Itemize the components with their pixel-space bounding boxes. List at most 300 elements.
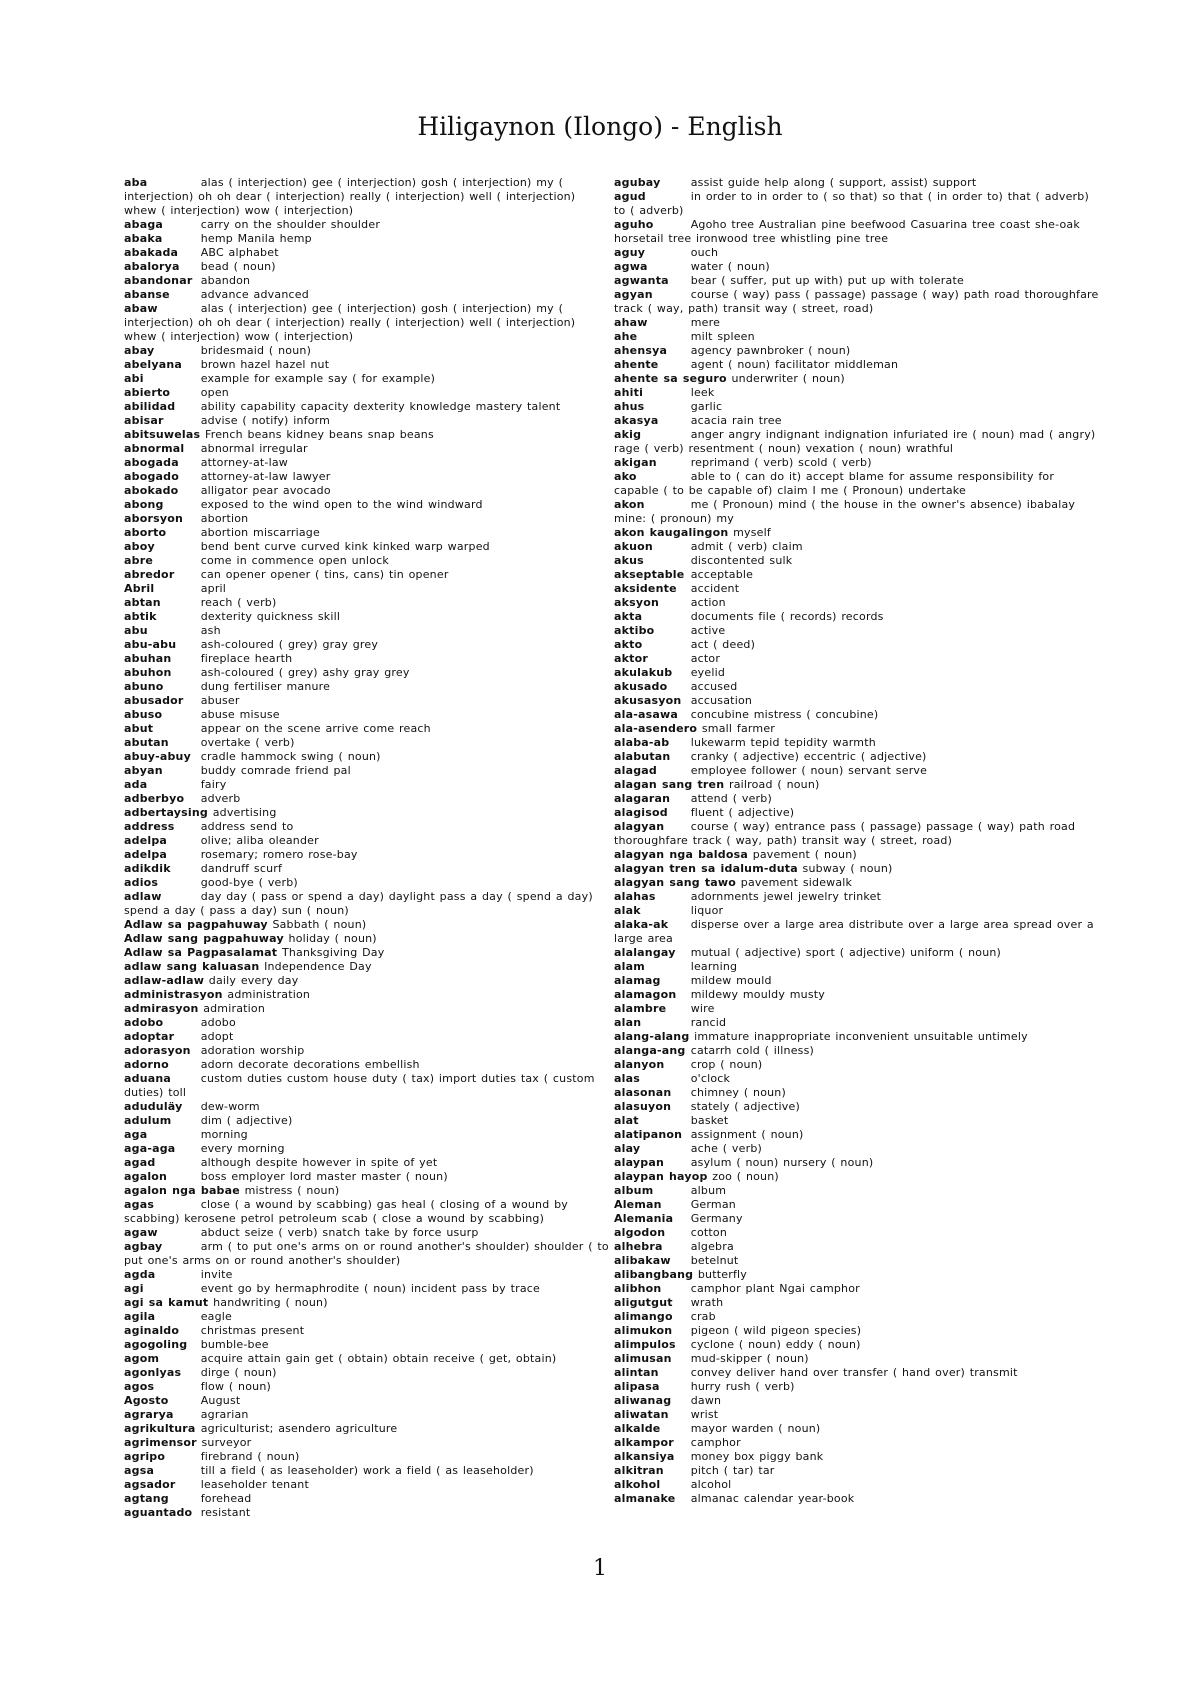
entry-definition: holiday ( noun)	[288, 932, 377, 945]
entry-definition: leaseholder tenant	[200, 1478, 309, 1491]
dictionary-entry	[614, 806, 1100, 820]
entry-definition: pigeon ( wild pigeon species)	[690, 1324, 862, 1337]
entry-headword: alagaran	[614, 792, 671, 805]
dictionary-entry	[614, 1226, 1100, 1240]
entry-headword: almanake	[614, 1492, 676, 1505]
entry-headword: alaypan hayop	[614, 1170, 708, 1183]
entry-definition: boss employer lord master master ( noun)	[200, 1170, 448, 1183]
dictionary-entry	[614, 1058, 1100, 1072]
dictionary-entry	[124, 512, 610, 526]
entry-headword: aliwanag	[614, 1394, 672, 1407]
entry-headword: alamag	[614, 974, 661, 987]
dictionary-entry	[614, 792, 1100, 806]
entry-headword: abogado	[124, 470, 179, 483]
entry-headword: ahus	[614, 400, 645, 413]
entry-definition: dim ( adjective)	[200, 1114, 293, 1127]
entry-definition: abnormal irregular	[200, 442, 308, 455]
entry-headword: agubay	[614, 176, 661, 189]
dictionary-entry	[614, 1450, 1100, 1464]
entry-headword: ako	[614, 470, 637, 483]
entry-definition: appear on the scene arrive come reach	[200, 722, 431, 735]
entry-definition: eyelid	[690, 666, 726, 679]
entry-definition: morning	[200, 1128, 248, 1141]
entry-headword: aliwatan	[614, 1408, 669, 1421]
dictionary-entry	[124, 764, 610, 778]
entry-definition: o'clock	[690, 1072, 731, 1085]
entry-headword: aduduläy	[124, 1100, 183, 1113]
entry-headword: akusado	[614, 680, 668, 693]
entry-definition: alas ( interjection) gee ( interjection) gosh ( interjection) my ( interjection) oh oh dear ( interjection) really ( interjection) well ( interjection) whew ( interjection) wow ( interjection)	[124, 302, 576, 343]
entry-definition: Sabbath ( noun)	[272, 918, 367, 931]
dictionary-entry	[124, 736, 610, 750]
dictionary-entry	[614, 1464, 1100, 1478]
entry-headword: abutan	[124, 736, 169, 749]
entry-definition: dandruff scurf	[200, 862, 283, 875]
entry-definition: acacia rain tree	[690, 414, 782, 427]
dictionary-entry	[614, 1170, 1100, 1184]
dictionary-entry	[614, 890, 1100, 904]
entry-headword: adorno	[124, 1058, 169, 1071]
entry-headword: agila	[124, 1310, 156, 1323]
entry-definition: invite	[200, 1268, 233, 1281]
dictionary-entry	[124, 1128, 610, 1142]
entry-headword: alaba-ab	[614, 736, 670, 749]
entry-headword: agud	[614, 190, 646, 203]
entry-headword: alasonan	[614, 1086, 672, 1099]
entry-definition: cranky ( adjective) eccentric ( adjective)	[690, 750, 927, 763]
dictionary-entry	[614, 1422, 1100, 1436]
dictionary-entry	[614, 246, 1100, 260]
entry-definition: good-bye ( verb)	[200, 876, 298, 889]
entry-definition: action	[690, 596, 726, 609]
entry-definition: adobo	[200, 1016, 236, 1029]
entry-headword: alhebra	[614, 1240, 663, 1253]
entry-headword: aksidente	[614, 582, 677, 595]
entry-headword: alasuyon	[614, 1100, 672, 1113]
dictionary-entry	[614, 946, 1100, 960]
entry-definition: firebrand ( noun)	[200, 1450, 300, 1463]
dictionary-entry	[124, 890, 610, 918]
dictionary-entry	[614, 820, 1100, 848]
entry-headword: adlaw	[124, 890, 162, 903]
entry-headword: abi	[124, 372, 144, 385]
entry-headword: alan	[614, 1016, 642, 1029]
dictionary-entry	[124, 260, 610, 274]
entry-definition: fireplace hearth	[200, 652, 293, 665]
entry-definition: ouch	[690, 246, 719, 259]
dictionary-entry	[614, 176, 1100, 190]
entry-headword: Aleman	[614, 1198, 662, 1211]
entry-headword: alang-alang	[614, 1030, 690, 1043]
entry-headword: akseptable	[614, 568, 685, 581]
dictionary-entry	[124, 624, 610, 638]
entry-definition: underwriter ( noun)	[731, 372, 845, 385]
dictionary-entry	[124, 862, 610, 876]
entry-definition: rosemary; romero rose-bay	[200, 848, 358, 861]
entry-headword: alimpulos	[614, 1338, 676, 1351]
dictionary-entry	[124, 1394, 610, 1408]
entry-definition: abortion miscarriage	[200, 526, 320, 539]
dictionary-entry	[614, 862, 1100, 876]
dictionary-entry	[614, 736, 1100, 750]
entry-definition: course ( way) pass ( passage) passage ( way) path road thoroughfare track ( way, path) transit way ( street, road)	[614, 288, 1099, 315]
entry-definition: wrath	[690, 1296, 724, 1309]
dictionary-entry	[124, 1506, 610, 1520]
entry-headword: alkohol	[614, 1478, 661, 1491]
entry-headword: admirasyon	[124, 1002, 199, 1015]
dictionary-entry	[614, 1044, 1100, 1058]
entry-definition: basket	[690, 1114, 729, 1127]
entry-definition: cyclone ( noun) eddy ( noun)	[690, 1338, 861, 1351]
entry-headword: alagyan	[614, 820, 665, 833]
dictionary-entry	[124, 1310, 610, 1324]
entry-headword: ada	[124, 778, 148, 791]
dictionary-entry	[124, 1184, 610, 1198]
dictionary-entry	[124, 484, 610, 498]
dictionary-entry	[614, 680, 1100, 694]
dictionary-entry	[124, 470, 610, 484]
dictionary-entry	[614, 1212, 1100, 1226]
dictionary-entry	[614, 1352, 1100, 1366]
entry-headword: akigan	[614, 456, 657, 469]
entry-definition: agent ( noun) facilitator middleman	[690, 358, 899, 371]
dictionary-entry	[614, 400, 1100, 414]
entry-headword: alanyon	[614, 1058, 665, 1071]
dictionary-entry	[124, 302, 610, 344]
dictionary-entry	[124, 344, 610, 358]
dictionary-entry	[614, 1436, 1100, 1450]
dictionary-entry	[124, 638, 610, 652]
entry-headword: akusasyon	[614, 694, 682, 707]
dictionary-entry	[614, 750, 1100, 764]
dictionary-entry	[614, 358, 1100, 372]
entry-headword: abuhon	[124, 666, 172, 679]
entry-definition: exposed to the wind open to the wind windward	[200, 498, 483, 511]
dictionary-entry	[124, 400, 610, 414]
entry-headword: adikdik	[124, 862, 171, 875]
dictionary-entry	[614, 1324, 1100, 1338]
dictionary-entry	[124, 442, 610, 456]
dictionary-entry	[124, 932, 610, 946]
dictionary-entry	[124, 1352, 610, 1366]
dictionary-entry	[124, 1100, 610, 1114]
dictionary-entry	[614, 1366, 1100, 1380]
entry-definition: reach ( verb)	[200, 596, 277, 609]
entry-headword: alibangbang	[614, 1268, 694, 1281]
entry-definition: ABC alphabet	[200, 246, 279, 259]
dictionary-entry	[124, 820, 610, 834]
entry-definition: bear ( suffer, put up with) put up with tolerate	[690, 274, 964, 287]
entry-headword: algodon	[614, 1226, 666, 1239]
entry-definition: cotton	[690, 1226, 728, 1239]
entry-headword: adelpa	[124, 848, 168, 861]
entry-definition: attend ( verb)	[690, 792, 772, 805]
entry-headword: Adlaw sa pagpahuway	[124, 918, 268, 931]
dictionary-entry	[124, 946, 610, 960]
dictionary-entry	[124, 1072, 610, 1100]
entry-headword: agas	[124, 1198, 155, 1211]
dictionary-entry	[124, 1478, 610, 1492]
dictionary-entry	[614, 344, 1100, 358]
entry-headword: alipasa	[614, 1380, 660, 1393]
entry-definition: open	[200, 386, 229, 399]
dictionary-entry	[614, 764, 1100, 778]
entry-headword: adelpa	[124, 834, 168, 847]
entry-definition: betelnut	[690, 1254, 739, 1267]
entry-headword: ahente sa seguro	[614, 372, 727, 385]
dictionary-entry	[124, 666, 610, 680]
entry-definition: ash	[200, 624, 221, 637]
dictionary-entry	[614, 386, 1100, 400]
entry-definition: anger angry indignant indignation infuriated ire ( noun) mad ( angry) rage ( verb) resentment ( noun) vexation ( noun) wrathful	[614, 428, 1096, 455]
entry-definition: mildew mould	[690, 974, 772, 987]
dictionary-entry	[124, 1058, 610, 1072]
dictionary-entry	[124, 1282, 610, 1296]
entry-definition: agency pawnbroker ( noun)	[690, 344, 851, 357]
entry-definition: carry on the shoulder shoulder	[200, 218, 381, 231]
entry-definition: pavement ( noun)	[752, 848, 857, 861]
dictionary-entry	[614, 1114, 1100, 1128]
dictionary-entry	[124, 246, 610, 260]
entry-headword: alay	[614, 1142, 641, 1155]
dictionary-entry	[124, 176, 610, 218]
entry-definition: buddy comrade friend pal	[200, 764, 351, 777]
entry-headword: agom	[124, 1352, 160, 1365]
entry-headword: abitsuwelas	[124, 428, 201, 441]
entry-definition: able to ( can do it) accept blame for assume responsibility for capable ( to be capable of) claim I me ( Pronoun) undertake	[614, 470, 1055, 497]
entry-definition: example for example say ( for example)	[200, 372, 436, 385]
entry-headword: alaka-ak	[614, 918, 669, 931]
entry-definition: dirge ( noun)	[200, 1366, 277, 1379]
entry-definition: pavement sidewalk	[740, 876, 853, 889]
entry-definition: zoo ( noun)	[712, 1170, 779, 1183]
entry-definition: me ( Pronoun) mind ( the house in the owner's absence) ibabalay mine: ( pronoun) my	[614, 498, 1076, 525]
entry-headword: agwa	[614, 260, 648, 273]
entry-definition: course ( way) entrance pass ( passage) passage ( way) path road thoroughfare track ( way, path) transit way ( street, road)	[614, 820, 1076, 847]
dictionary-entry	[124, 1380, 610, 1394]
entry-headword: abaga	[124, 218, 164, 231]
entry-headword: address	[124, 820, 175, 833]
entry-headword: agripo	[124, 1450, 166, 1463]
entry-definition: leek	[690, 386, 715, 399]
entry-headword: abierto	[124, 386, 171, 399]
entry-headword: abandonar	[124, 274, 193, 287]
dictionary-entry	[614, 218, 1100, 246]
dictionary-entry	[614, 876, 1100, 890]
entry-headword: akon kaugalingon	[614, 526, 729, 539]
dictionary-entry	[124, 274, 610, 288]
entry-definition: advance advanced	[200, 288, 309, 301]
entry-definition: abuse misuse	[200, 708, 280, 721]
dictionary-entry	[124, 1030, 610, 1044]
entry-headword: adbertaysing	[124, 806, 208, 819]
entry-definition: mistress ( noun)	[244, 1184, 340, 1197]
entry-definition: agrarian	[200, 1408, 249, 1421]
entry-definition: French beans kidney beans snap beans	[204, 428, 434, 441]
dictionary-entry	[614, 190, 1100, 218]
entry-definition: admit ( verb) claim	[690, 540, 803, 553]
entry-headword: alagan sang tren	[614, 778, 725, 791]
entry-definition: Independence Day	[264, 960, 372, 973]
entry-headword: abay	[124, 344, 155, 357]
entry-definition: mud-skipper ( noun)	[690, 1352, 809, 1365]
dictionary-entry	[614, 1016, 1100, 1030]
entry-headword: agalon nga babae	[124, 1184, 240, 1197]
dictionary-entry	[124, 1114, 610, 1128]
entry-headword: administrasyon	[124, 988, 223, 1001]
dictionary-entry	[614, 1030, 1100, 1044]
entry-definition: attorney-at-law lawyer	[200, 470, 331, 483]
dictionary-entry	[124, 582, 610, 596]
entry-definition: album	[690, 1184, 727, 1197]
entry-definition: catarrh cold ( illness)	[690, 1044, 815, 1057]
entry-headword: agonlyas	[124, 1366, 182, 1379]
entry-headword: alagad	[614, 764, 657, 777]
entry-headword: alimango	[614, 1310, 673, 1323]
entry-headword: alagyan tren sa idalum-duta	[614, 862, 798, 875]
entry-headword: alimukon	[614, 1324, 673, 1337]
entry-definition: till a field ( as leaseholder) work a field ( as leaseholder)	[200, 1464, 534, 1477]
entry-headword: alak	[614, 904, 641, 917]
dictionary-entry	[124, 834, 610, 848]
entry-headword: abredor	[124, 568, 175, 581]
dictionary-entry	[124, 1296, 610, 1310]
entry-headword: agos	[124, 1380, 155, 1393]
left-column	[124, 176, 610, 1520]
entry-headword: Abril	[124, 582, 155, 595]
entry-headword: Agosto	[124, 1394, 169, 1407]
dictionary-entry	[614, 722, 1100, 736]
dictionary-entry	[124, 1002, 610, 1016]
entry-definition: dexterity quickness skill	[200, 610, 341, 623]
entry-headword: alibakaw	[614, 1254, 671, 1267]
entry-definition: water ( noun)	[690, 260, 770, 273]
dictionary-entry	[124, 498, 610, 512]
entry-headword: alkampor	[614, 1436, 674, 1449]
dictionary-entry	[614, 1380, 1100, 1394]
dictionary-entry	[124, 1170, 610, 1184]
entry-headword: akta	[614, 610, 643, 623]
entry-headword: abusador	[124, 694, 184, 707]
entry-headword: agad	[124, 1156, 156, 1169]
dictionary-entry	[124, 1226, 610, 1240]
page-title: Hiligaynon (Ilongo) - English	[417, 112, 783, 141]
dictionary-entry	[124, 722, 610, 736]
dictionary-entry	[124, 386, 610, 400]
dictionary-entry	[124, 1016, 610, 1030]
entry-headword: alintan	[614, 1366, 659, 1379]
entry-definition: discontented sulk	[690, 554, 793, 567]
entry-headword: abu-abu	[124, 638, 177, 651]
entry-headword: ahiti	[614, 386, 644, 399]
entry-definition: mutual ( adjective) sport ( adjective) uniform ( noun)	[690, 946, 1002, 959]
dictionary-entry	[614, 1492, 1100, 1506]
dictionary-entry	[124, 974, 610, 988]
entry-definition: advertising	[212, 806, 277, 819]
dictionary-entry	[124, 1240, 610, 1268]
dictionary-entry	[614, 1184, 1100, 1198]
entry-definition: come in commence open unlock	[200, 554, 389, 567]
entry-definition: adornments jewel jewelry trinket	[690, 890, 882, 903]
dictionary-entry	[124, 1464, 610, 1478]
entry-definition: address send to	[200, 820, 294, 833]
dictionary-entry	[124, 1436, 610, 1450]
dictionary-entry	[124, 596, 610, 610]
entry-headword: aduana	[124, 1072, 172, 1085]
entry-headword: album	[614, 1184, 654, 1197]
entry-headword: akon	[614, 498, 645, 511]
entry-headword: alambre	[614, 1002, 667, 1015]
entry-headword: abre	[124, 554, 153, 567]
dictionary-entry	[614, 974, 1100, 988]
entry-definition: ability capability capacity dexterity knowledge mastery talent	[200, 400, 561, 413]
entry-definition: subway ( noun)	[802, 862, 893, 875]
entry-definition: cradle hammock swing ( noun)	[200, 750, 381, 763]
entry-definition: lukewarm tepid tepidity warmth	[690, 736, 876, 749]
entry-definition: adopt	[200, 1030, 234, 1043]
dictionary-entry	[124, 1044, 610, 1058]
entry-headword: abtan	[124, 596, 161, 609]
dictionary-entry	[124, 288, 610, 302]
entry-definition: small farmer	[701, 722, 776, 735]
entry-headword: Adlaw sang pagpahuway	[124, 932, 284, 945]
entry-definition: assist guide help along ( support, assist) support	[690, 176, 977, 189]
dictionary-entry	[124, 876, 610, 890]
entry-headword: aga	[124, 1128, 148, 1141]
dictionary-entry	[614, 624, 1100, 638]
entry-headword: abu	[124, 624, 148, 637]
entry-headword: ahe	[614, 330, 638, 343]
dictionary-entry	[124, 358, 610, 372]
entry-headword: alahas	[614, 890, 656, 903]
entry-definition: in order to in order to ( so that) so that ( in order to) that ( adverb) to ( adverb)	[614, 190, 1089, 217]
entry-headword: abuno	[124, 680, 164, 693]
entry-headword: agrarya	[124, 1408, 174, 1421]
entry-definition: accident	[690, 582, 740, 595]
dictionary-entry	[614, 330, 1100, 344]
entry-headword: agogoling	[124, 1338, 188, 1351]
entry-headword: ahensya	[614, 344, 668, 357]
entry-headword: abuso	[124, 708, 163, 721]
entry-definition: dew-worm	[200, 1100, 260, 1113]
dictionary-entry	[124, 428, 610, 442]
entry-definition: Germany	[690, 1212, 743, 1225]
dictionary-entry	[124, 1338, 610, 1352]
entry-definition: garlic	[690, 400, 723, 413]
entry-headword: adios	[124, 876, 159, 889]
dictionary-entry	[124, 232, 610, 246]
entry-definition: adorn decorate decorations embellish	[200, 1058, 420, 1071]
entry-definition: can opener opener ( tins, cans) tin opener	[200, 568, 449, 581]
entry-headword: aborsyon	[124, 512, 183, 525]
entry-headword: alatipanon	[614, 1128, 683, 1141]
entry-headword: ala-asendero	[614, 722, 698, 735]
entry-headword: alagisod	[614, 806, 668, 819]
entry-definition: acceptable	[690, 568, 754, 581]
entry-headword: alam	[614, 960, 645, 973]
entry-definition: active	[690, 624, 726, 637]
entry-headword: adobo	[124, 1016, 164, 1029]
entry-headword: agsa	[124, 1464, 155, 1477]
entry-definition: mayor warden ( noun)	[690, 1422, 821, 1435]
entry-definition: German	[690, 1198, 736, 1211]
entry-definition: admiration	[203, 1002, 266, 1015]
entry-headword: alagyan nga baldosa	[614, 848, 748, 861]
entry-headword: ala-asawa	[614, 708, 678, 721]
entry-headword: agtang	[124, 1492, 169, 1505]
entry-headword: aligutgut	[614, 1296, 673, 1309]
entry-definition: Thanksgiving Day	[281, 946, 385, 959]
